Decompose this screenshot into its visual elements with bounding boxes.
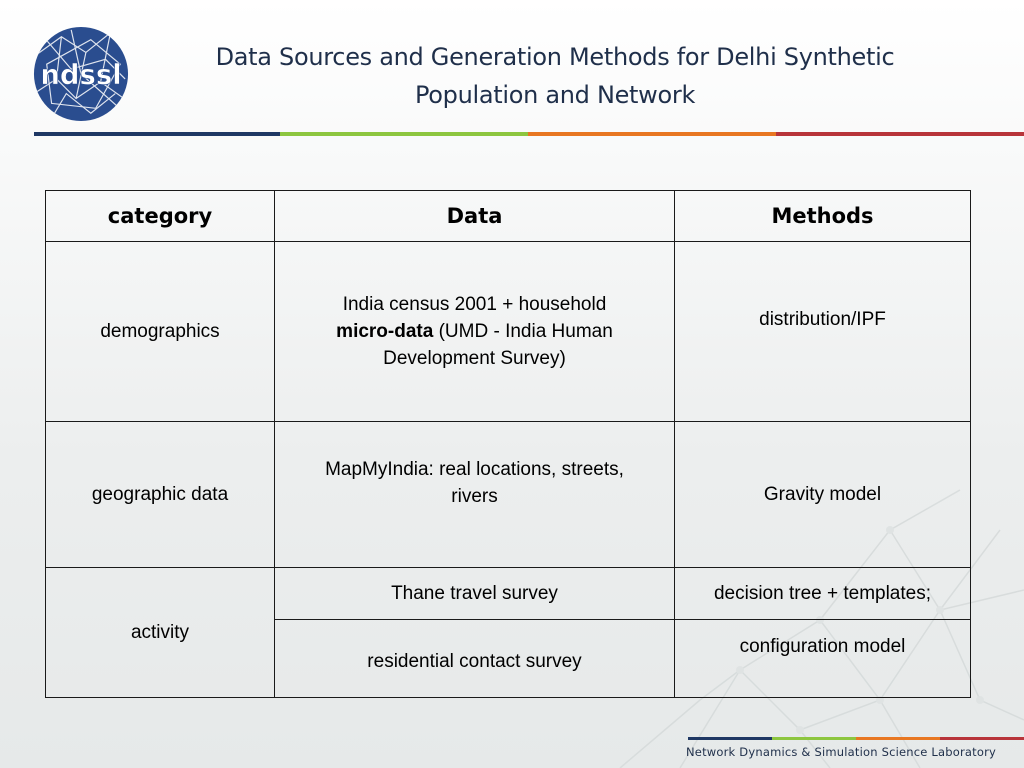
cell-data-demographics (275, 242, 675, 422)
header-color-rule (34, 132, 1024, 136)
cell-methods-text: distribution/IPF (759, 309, 886, 330)
rule-segment-blue (34, 132, 280, 136)
table-row (46, 568, 971, 620)
header-data: Data (275, 191, 675, 242)
ndssl-logo (32, 25, 130, 123)
footer-rule-green (772, 737, 856, 740)
logo-text: ndssl (40, 59, 122, 91)
bold-term: micro-data (336, 321, 434, 342)
cell-category-demographics: demographics (46, 242, 275, 422)
cell-data-line (285, 318, 664, 345)
cell-data-geographic (275, 422, 675, 568)
cell-data-line: Development Survey) (383, 348, 566, 369)
slide-title (150, 38, 960, 114)
cell-category-activity: activity (46, 568, 275, 698)
footer-rule-blue (688, 737, 772, 740)
footer-lab-name: Network Dynamics & Simulation Science Laboratory (686, 745, 997, 759)
rule-segment-red (776, 132, 1024, 136)
cell-data-line: India census 2001 + household (342, 294, 607, 315)
header-category: category (46, 191, 275, 242)
footer-color-rule (688, 737, 1024, 740)
footer-rule-red (940, 737, 1024, 740)
cell-data-line-rest: (UMD - India Human (433, 321, 613, 342)
cell-category-geographic: geographic data (46, 422, 275, 568)
table-header-row (46, 191, 971, 242)
slide-title-line-1: Data Sources and Generation Methods for Delhi Synthetic (215, 43, 895, 71)
rule-segment-orange (528, 132, 776, 136)
data-sources-table (45, 190, 971, 698)
table-row (46, 242, 971, 422)
cell-methods-geographic: Gravity model (675, 422, 971, 568)
cell-data-activity-1: Thane travel survey (275, 568, 675, 620)
table-row (46, 422, 971, 568)
rule-segment-green (280, 132, 528, 136)
cell-data-line: rivers (451, 486, 498, 507)
cell-methods-activity-2: configuration model (675, 620, 971, 698)
header-methods: Methods (675, 191, 971, 242)
cell-methods-demographics (675, 242, 971, 422)
slide-title-line-2: Population and Network (414, 81, 696, 109)
cell-data-line: MapMyIndia: real locations, streets, (325, 459, 624, 480)
footer-rule-orange (856, 737, 940, 740)
cell-data-activity-2: residential contact survey (275, 620, 675, 698)
cell-methods-activity-1: decision tree + templates; (675, 568, 971, 620)
